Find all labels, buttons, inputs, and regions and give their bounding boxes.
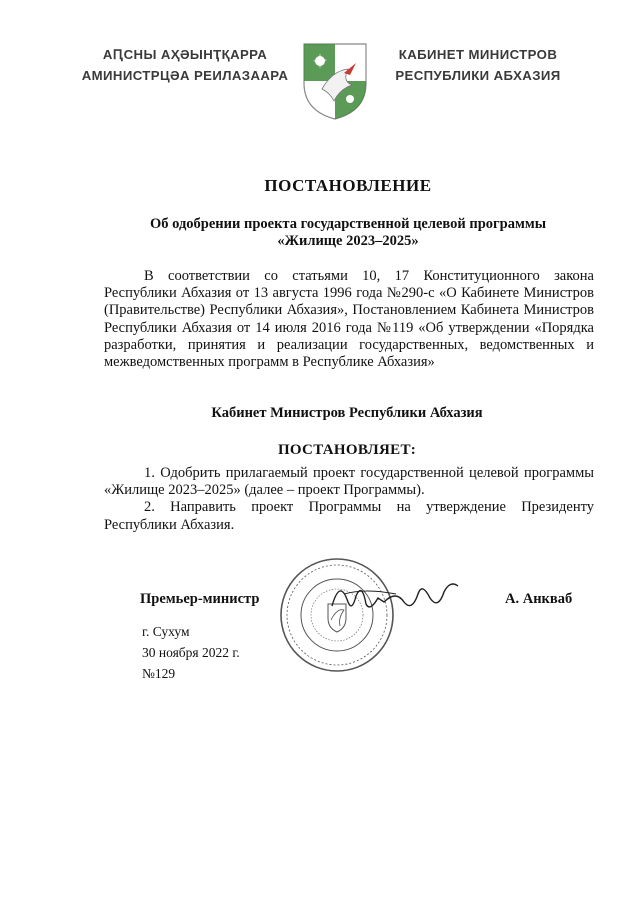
- header-right-line2: РЕСПУБЛИКИ АБХАЗИЯ: [395, 68, 561, 83]
- decree-item-1: 1. Одобрить прилагаемый проект государственной целевой программы «Жилище 2023–2025» (далее – проект Программы).: [104, 465, 594, 499]
- header-right-russian: [378, 44, 578, 86]
- preamble-paragraph: [104, 268, 594, 371]
- decree-heading: ПОСТАНОВЛЯЕТ:: [277, 442, 417, 458]
- subtitle-line2: «Жилище 2023–2025»: [277, 233, 419, 249]
- document-title: ПОСТАНОВЛЕНИЕ: [264, 176, 432, 195]
- signatory-name: А. Анкваб: [505, 591, 573, 607]
- document-number: №129: [142, 666, 176, 681]
- decree-items: [104, 465, 594, 534]
- handwritten-signature: [326, 572, 466, 620]
- header-right-line1: КАБИНЕТ МИНИСТРОВ: [398, 47, 558, 62]
- document-place: г. Сухум: [142, 624, 190, 639]
- cabinet-heading: Кабинет Министров Республики Абхазия: [211, 405, 483, 421]
- document-date: 30 ноября 2022 г.: [142, 645, 240, 660]
- decree-item-2: 2. Направить проект Программы на утверждение Президенту Республики Абхазия.: [104, 499, 594, 533]
- header-left-line2: АМИНИСТРЦӘА РЕИЛАЗААРА: [81, 68, 289, 83]
- document-subtitle: [120, 216, 576, 250]
- header-left-abkhaz: [80, 44, 290, 86]
- signatory-role: Премьер-министр: [140, 591, 260, 607]
- preamble-text: В соответствии со статьями 10, 17 Конституционного закона Республики Абхазия от 13 августа 1996 года №290-с «О Кабинете Министров (Правительстве) Республики Абхазия», Постановлением Кабинета Министров Республики Абхазия от 14 июля 2016 года №119 «Об утверждении «Порядка разработки, принятия и реализации государственных, ведомственных и межведомственных программ в Республике Абхазия»: [104, 268, 594, 371]
- header-left-line1: АԤСНЫ АҲӘЫНҬҚАРРА: [102, 47, 268, 62]
- coat-of-arms-emblem: [300, 41, 370, 121]
- subtitle-line1: Об одобрении проекта государственной целевой программы: [149, 216, 547, 232]
